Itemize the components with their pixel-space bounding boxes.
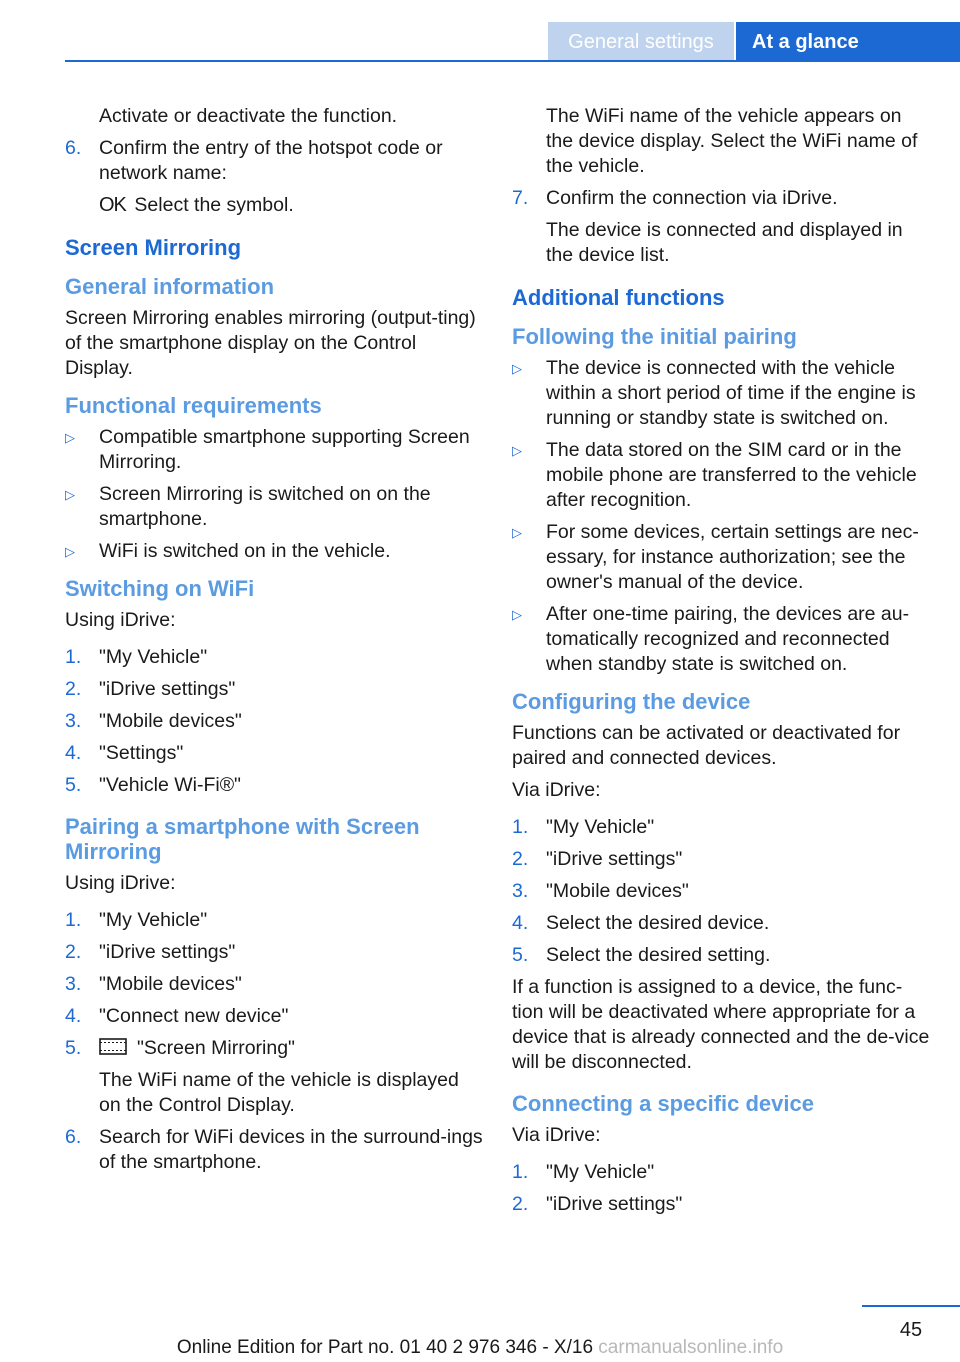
step-text: "Vehicle Wi-Fi®" [99, 774, 241, 796]
step-text: Confirm the connection via iDrive. [546, 187, 838, 209]
step-text: "Settings" [99, 742, 184, 764]
step-text: "Connect new device" [99, 1005, 289, 1027]
step-number: 1. [512, 816, 529, 838]
heading-switching-on-wifi: Switching on WiFi [65, 576, 255, 601]
step-text: "iDrive settings" [99, 941, 236, 963]
requirements-list [65, 425, 485, 564]
page-header [0, 0, 960, 62]
list-item [65, 677, 485, 702]
step-number: 3. [65, 710, 82, 732]
step-text: "Mobile devices" [546, 880, 689, 902]
step-text: Confirm the entry of the hotspot code or network name: [99, 137, 443, 184]
pairing-intro: Using iDrive: [65, 872, 176, 894]
list-item [65, 645, 485, 670]
heading-functional-requirements: Functional requirements [65, 393, 322, 418]
configuring-text: Functions can be activated or deactivated for paired and connected devices. [512, 722, 901, 769]
bullet-triangle-icon: ▷ [65, 487, 75, 502]
hotspot-step-list [65, 136, 485, 218]
step-text: "My Vehicle" [99, 909, 208, 931]
step-number: 1. [65, 909, 82, 931]
list-item [512, 911, 932, 936]
step-number: 2. [512, 848, 529, 870]
step-number: 5. [65, 1037, 82, 1059]
step-text: "iDrive settings" [546, 1193, 683, 1215]
bullet-triangle-icon: ▷ [512, 443, 522, 458]
step-number: 2. [65, 941, 82, 963]
step-number: 2. [65, 678, 82, 700]
step-number: 6. [65, 1126, 82, 1148]
list-item [65, 1004, 485, 1029]
list-item [512, 602, 932, 677]
header-chapter-title: At a glance [736, 22, 960, 60]
list-item-text: Compatible smartphone supporting Screen Mirroring. [99, 426, 470, 473]
list-item [65, 136, 485, 218]
list-item [65, 940, 485, 965]
step-text: "My Vehicle" [99, 646, 208, 668]
step-number: 7. [512, 187, 529, 209]
list-item [512, 1160, 932, 1185]
step-sub [99, 193, 485, 218]
general-info-text: Screen Mirroring enables mirroring (output-ting) of the smartphone display on the Control Display. [65, 307, 476, 379]
step-number: 4. [65, 742, 82, 764]
step-number: 5. [65, 774, 82, 796]
following-list [512, 356, 932, 677]
list-item [65, 1125, 485, 1175]
step-number: 1. [512, 1161, 529, 1183]
switching-wifi-steps [65, 645, 485, 798]
right-column [512, 104, 932, 1224]
list-item [512, 879, 932, 904]
list-item [512, 520, 932, 595]
list-item [65, 741, 485, 766]
list-item [65, 908, 485, 933]
step-text: "iDrive settings" [99, 678, 236, 700]
list-item [512, 356, 932, 431]
list-item-text: The data stored on the SIM card or in the mobile phone are transferred to the vehicle after recognition. [546, 439, 917, 511]
step-text: Select the desired device. [546, 912, 770, 934]
footer-rule [862, 1305, 960, 1307]
step-text: "Screen Mirroring" [137, 1037, 295, 1059]
list-item [512, 815, 932, 840]
step-number: 5. [512, 944, 529, 966]
header-rule [65, 60, 960, 62]
step-sub-text: The WiFi name of the vehicle is displayed on the Control Display. [99, 1069, 459, 1116]
list-item [65, 539, 485, 564]
step-number: 4. [65, 1005, 82, 1027]
bullet-triangle-icon: ▷ [65, 430, 75, 445]
left-column [65, 104, 485, 1182]
list-item [512, 847, 932, 872]
list-item [65, 1036, 485, 1118]
heading-screen-mirroring: Screen Mirroring [65, 235, 242, 260]
ok-icon: OK [99, 194, 126, 216]
step-number: 6. [65, 137, 82, 159]
screen-mirroring-icon [99, 1038, 127, 1055]
bullet-triangle-icon: ▷ [512, 361, 522, 376]
connecting-intro: Via iDrive: [512, 1124, 601, 1146]
heading-following-initial-pairing: Following the initial pairing [512, 324, 797, 349]
list-item [512, 186, 932, 268]
watermark: carmanualsonline.info [598, 1337, 784, 1358]
wifi-appears-text: The WiFi name of the vehicle appears on the device display. Select the WiFi name of the vehicle. [546, 105, 918, 177]
pairing-steps [65, 908, 485, 1175]
configuring-note: If a function is assigned to a device, the func-tion will be deactivated where appropriate for a device that is already connected and the de-vice will be disconnected. [512, 976, 930, 1073]
step-number: 3. [512, 880, 529, 902]
heading-configuring-device: Configuring the device [512, 689, 751, 714]
list-item [65, 425, 485, 475]
list-item-text: Screen Mirroring is switched on on the smartphone. [99, 483, 431, 530]
footer-edition [0, 1335, 960, 1360]
step-sub-text: Select the symbol. [134, 194, 294, 216]
heading-connecting-specific-device: Connecting a specific device [512, 1091, 814, 1116]
configuring-steps [512, 815, 932, 968]
bullet-triangle-icon: ▷ [65, 544, 75, 559]
step-text: "Mobile devices" [99, 710, 242, 732]
step-text: "iDrive settings" [546, 848, 683, 870]
list-item [512, 438, 932, 513]
list-item [65, 709, 485, 734]
step-number: 3. [65, 973, 82, 995]
step-text: "My Vehicle" [546, 816, 655, 838]
step-text: "My Vehicle" [546, 1161, 655, 1183]
list-item [512, 943, 932, 968]
list-item [512, 1192, 932, 1217]
list-item-text: The device is connected with the vehicle within a short period of time if the engine is running or standby state is switched on. [546, 357, 916, 429]
step-number: 1. [65, 646, 82, 668]
activate-text: Activate or deactivate the function. [99, 105, 398, 127]
list-item [65, 482, 485, 532]
list-item [65, 972, 485, 997]
list-item-text: For some devices, certain settings are nec-essary, for instance authorization; see the owner's manual of the device. [546, 521, 919, 593]
step-sub-text: The device is connected and displayed in the device list. [546, 219, 903, 266]
bullet-triangle-icon: ▷ [512, 607, 522, 622]
step-number: 2. [512, 1193, 529, 1215]
heading-general-information: General information [65, 274, 275, 299]
step-text: Search for WiFi devices in the surround-ings of the smartphone. [99, 1126, 483, 1173]
step-number: 4. [512, 912, 529, 934]
page-number: 45 [899, 1319, 923, 1341]
step-text: "Mobile devices" [99, 973, 242, 995]
list-item-text: WiFi is switched on in the vehicle. [99, 540, 391, 562]
heading-additional-functions: Additional functions [512, 285, 725, 310]
step-text: Select the desired setting. [546, 944, 771, 966]
switching-wifi-intro: Using iDrive: [65, 609, 176, 631]
confirm-step-list [512, 186, 932, 268]
header-section-title: General settings [548, 22, 734, 60]
heading-pairing-smartphone: Pairing a smartphone with Screen Mirroring [65, 814, 420, 864]
list-item-text: After one-time pairing, the devices are au-tomatically recognized and reconnected when standby state is switched on. [546, 603, 910, 675]
list-item [65, 773, 485, 798]
configuring-intro: Via iDrive: [512, 779, 601, 801]
connecting-steps [512, 1160, 932, 1217]
edition-text: Online Edition for Part no. 01 40 2 976 346 - X/16 [176, 1337, 594, 1358]
bullet-triangle-icon: ▷ [512, 525, 522, 540]
